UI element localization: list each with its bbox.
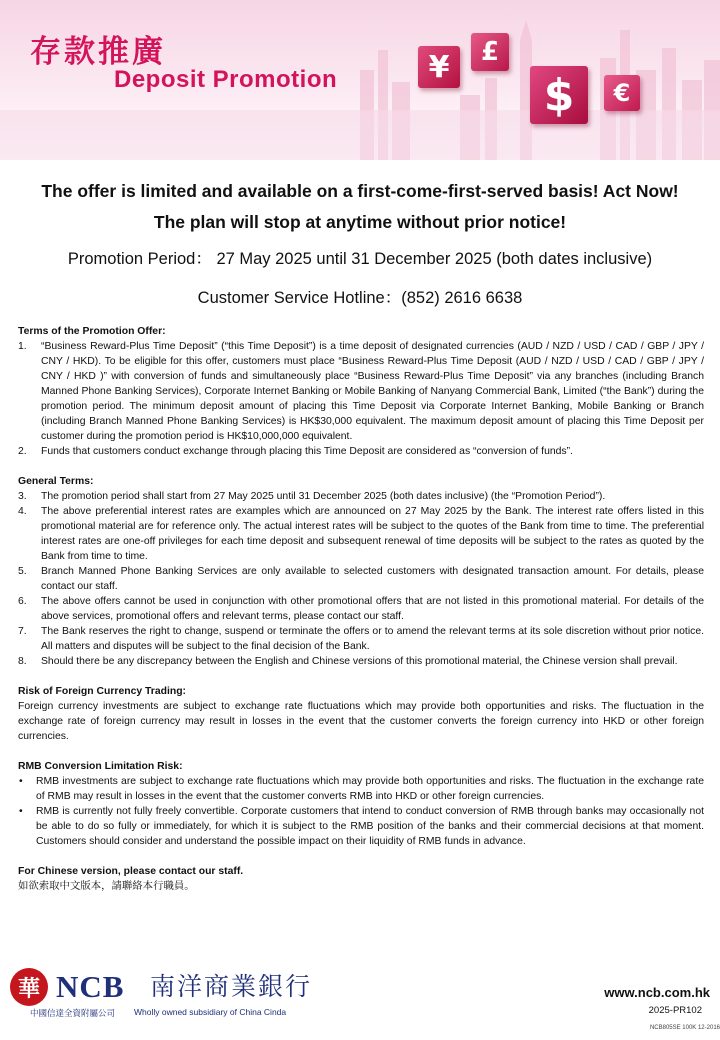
website-link[interactable]: www.ncb.com.hk xyxy=(604,985,710,1000)
header-banner xyxy=(0,0,720,160)
term-number: 4. xyxy=(18,506,27,517)
promotion-period: Promotion Period： 27 May 2025 until 31 December 2025 (both dates inclusive) xyxy=(67,250,653,268)
term-item xyxy=(18,489,704,504)
yen-icon: ¥ xyxy=(418,46,460,88)
title-english: Deposit Promotion xyxy=(114,66,338,93)
fx-risk-title: Risk of Foreign Currency Trading: xyxy=(18,686,187,697)
euro-icon: € xyxy=(604,75,640,111)
term-text: The promotion period shall start from 27 May 2025 until 31 December 2025 (both dates inclusive) (the “Promotion Period”). xyxy=(41,491,606,502)
document-code: 2025-PR102 xyxy=(648,1005,702,1016)
term-number: 1. xyxy=(18,341,27,352)
term-number: 8. xyxy=(18,656,27,667)
rmb-risk-item xyxy=(18,804,704,849)
term-number: 3. xyxy=(18,491,27,502)
rmb-risk-text: RMB is currently not fully freely convertible. Corporate customers that intend to conduct conversion of RMB through banks may occasionally not be able to do so fully or immediately, for which it is subject to the RMB position of the banks and their commercial decisions at that moment. Customers should consider and understand the possible impact on their liquidity of RMB funds in advance. xyxy=(36,806,704,847)
term-number: 5. xyxy=(18,566,27,577)
term-number: 6. xyxy=(18,596,27,607)
term-item xyxy=(18,654,704,669)
logo-subsidiary-en: Wholly owned subsidiary of China Cinda xyxy=(134,1007,287,1017)
term-text: The above offers cannot be used in conjunction with other promotional offers that are not listed in this promotional material. For details of the above services, promotional offers and relevant terms, please contact our staff. xyxy=(41,596,704,622)
term-item xyxy=(18,594,704,624)
customer-service-hotline: Customer Service Hotline：(852) 2616 6638 xyxy=(197,289,523,307)
pound-icon: £ xyxy=(471,33,509,71)
term-number: 2. xyxy=(18,446,27,457)
title-chinese: 存款推廣 xyxy=(30,34,166,70)
terms-offer-title: Terms of the Promotion Offer: xyxy=(18,326,166,337)
terms-section xyxy=(18,324,704,894)
term-text: “Business Reward-Plus Time Deposit” (“this Time Deposit”) is a time deposit of designated currencies (AUD / NZD / USD / CAD / GBP / JPY / CNY / HKD). To be eligible for this offer, customers must place “Business Reward-Plus Time Deposit (AUD / NZD / USD / CAD / GBP / JPY / CNY / HKD )” with conversion of funds and simultaneously place “Business Reward-Plus Time Deposit” via any branches (including Branch Manned Phone Banking Services), Corporate Internet Banking or Mobile Banking of Nanyang Commercial Bank, Limited (“the Bank”) during the promotion period. The minimum deposit amount of placing this Time Deposit via Corporate Internet Banking, Mobile Banking or Branch (including Branch Manned Phone Banking Services) is HK$30,000 equivalent. The maximum deposit amount of placing this Time Deposit per customer during the promotion period is HK$10,000,000 equivalent. xyxy=(41,341,704,442)
print-code: NCB805SE 100K 12-2016 xyxy=(649,1025,720,1031)
fx-risk-text: Foreign currency investments are subject to exchange rate fluctuations which may provide both opportunities and risks. The fluctuation in the exchange rate of foreign currency may result in losses in the event that the customer converts the foreign currency into HKD or other foreign currencies. xyxy=(18,701,704,742)
ncb-logo xyxy=(10,968,330,1020)
term-item xyxy=(18,504,704,564)
rmb-risk-item xyxy=(18,774,704,804)
headline-stop-notice: The plan will stop at anytime without prior notice! xyxy=(153,212,567,232)
term-text: Should there be any discrepancy between the English and Chinese versions of this promotional material, the Chinese version shall prevail. xyxy=(41,656,678,667)
headline-offer-limited: The offer is limited and available on a first-come-first-served basis! Act Now! xyxy=(41,181,679,201)
general-terms-title: General Terms: xyxy=(18,476,94,487)
logo-chinese-name: 南洋商業銀行 xyxy=(150,972,313,1001)
rmb-risk-text: RMB investments are subject to exchange rate fluctuations which may provide both opportunities and risks. The fluctuation in the exchange rate of RMB may result in losses in the event that the customer converts RMB into HKD or other foreign currencies. xyxy=(36,776,704,802)
rmb-risk-title: RMB Conversion Limitation Risk: xyxy=(18,761,183,772)
term-text: Funds that customers conduct exchange through placing this Time Deposit are considered as “conversion of funds”. xyxy=(41,446,573,457)
chinese-version-note-zh: 如欲索取中文版本，請聯絡本行職員。 xyxy=(18,880,195,892)
term-text: The above preferential interest rates are examples which are announced on 27 May 2025 by the Bank. The interest rate offers listed in this promotional material are for reference only. The actual interest rates will be subject to the quotes of the Bank from time to time. The preferential interest rates are one-off privileges for each time deposit and subsequent renewal of time deposits will be subject to the rates as quoted by the Bank from time to time. xyxy=(41,506,704,562)
dollar-icon: $ xyxy=(530,66,588,124)
term-item xyxy=(18,444,704,459)
term-number: 7. xyxy=(18,626,27,637)
term-item xyxy=(18,624,704,654)
bullet: • xyxy=(19,776,23,787)
term-text: Branch Manned Phone Banking Services are only available to selected customers with designated transaction amount. For details, please contact our staff. xyxy=(41,566,704,592)
term-item xyxy=(18,564,704,594)
logo-ncb-text: NCB xyxy=(56,969,125,1004)
chinese-version-note: For Chinese version, please contact our staff. xyxy=(18,866,244,877)
logo-subsidiary-zh: 中國信達全資附屬公司 xyxy=(30,1009,116,1019)
ncb-emblem-icon: 華 xyxy=(10,968,48,1006)
bullet: • xyxy=(19,806,23,817)
term-text: The Bank reserves the right to change, suspend or terminate the offers or to amend the relevant terms at its sole discretion without prior notice. All matters and disputes will be subject to the final decision of the Bank. xyxy=(41,626,704,652)
term-item xyxy=(18,339,704,444)
